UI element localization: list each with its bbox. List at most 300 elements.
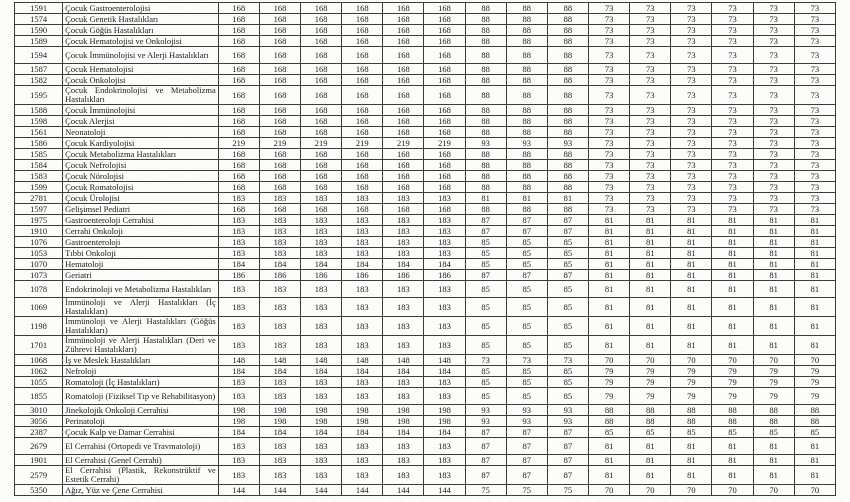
quota-value-cell: 85 [465,317,506,336]
quota-value-cell: 183 [342,455,383,466]
quota-value-cell: 81 [712,270,753,281]
quota-value-cell: 183 [383,193,424,204]
quota-value-cell: 81 [589,270,630,281]
quota-value-cell: 81 [671,259,712,270]
quota-value-cell: 73 [671,182,712,193]
quota-value-cell: 85 [547,377,588,388]
specialty-name-cell: Tıbbi Onkoloji [63,248,219,259]
quota-value-cell: 88 [712,405,753,416]
quota-value-cell: 184 [383,259,424,270]
table-row [15,75,836,86]
quota-value-cell: 168 [259,36,300,47]
specialty-name-cell: İmmünoloji ve Alerji Hastalıkları (Deri ve Zührevi Hastalıkları) [63,336,219,355]
quota-value-cell: 183 [342,281,383,298]
quota-value-cell: 183 [424,317,465,336]
quota-value-cell: 219 [383,138,424,149]
quota-value-cell: 85 [506,366,547,377]
quota-value-cell: 168 [342,86,383,105]
specialty-name-cell: Çocuk Endokrinolojisi ve Metabolizma Hastalıkları [63,86,219,105]
quota-value-cell: 73 [794,116,835,127]
quota-value-cell: 183 [259,336,300,355]
quota-value-cell: 81 [630,215,671,226]
quota-value-cell: 73 [630,86,671,105]
quota-value-cell: 198 [342,405,383,416]
specialty-code-cell: 5350 [15,485,63,496]
quota-value-cell: 88 [547,149,588,160]
quota-value-cell: 73 [630,64,671,75]
specialty-code-cell: 1591 [15,3,63,14]
specialty-name-cell: Çocuk Alerjisi [63,116,219,127]
quota-value-cell: 168 [424,171,465,182]
quota-value-cell: 168 [342,75,383,86]
quota-value-cell: 73 [712,75,753,86]
specialty-code-cell: 1598 [15,116,63,127]
quota-value-cell: 73 [671,138,712,149]
quota-value-cell: 73 [794,127,835,138]
quota-value-cell: 184 [424,366,465,377]
quota-value-cell: 183 [259,438,300,455]
quota-value-cell: 168 [342,3,383,14]
quota-value-cell: 186 [424,270,465,281]
quota-value-cell: 73 [465,355,506,366]
quota-value-cell: 81 [712,298,753,317]
quota-value-cell: 184 [259,259,300,270]
specialty-name-cell: El Cerrahisi (Plastik, Rekonstrüktif ve Estetik Cerrahi) [63,466,219,485]
quota-value-cell: 168 [218,149,259,160]
quota-value-cell: 73 [630,193,671,204]
quota-value-cell: 85 [547,317,588,336]
quota-value-cell: 73 [589,204,630,215]
quota-value-cell: 168 [259,3,300,14]
quota-value-cell: 81 [712,237,753,248]
quota-value-cell: 87 [465,215,506,226]
quota-value-cell: 73 [630,25,671,36]
quota-value-cell: 73 [671,193,712,204]
specialty-code-cell: 2781 [15,193,63,204]
quota-value-cell: 87 [506,455,547,466]
quota-value-cell: 81 [753,259,794,270]
quota-value-cell: 73 [794,86,835,105]
quota-value-cell: 183 [383,237,424,248]
quota-value-cell: 79 [753,377,794,388]
specialty-quota-table [14,2,836,496]
specialty-name-cell: Romatoloji (İç Hastalıkları) [63,377,219,388]
quota-value-cell: 183 [301,281,342,298]
table-row [15,281,836,298]
quota-value-cell: 73 [712,64,753,75]
quota-value-cell: 73 [589,105,630,116]
quota-value-cell: 88 [506,36,547,47]
quota-value-cell: 183 [259,455,300,466]
quota-value-cell: 73 [630,171,671,182]
quota-value-cell: 79 [589,388,630,405]
quota-value-cell: 85 [506,377,547,388]
quota-value-cell: 73 [671,86,712,105]
quota-value-cell: 81 [671,438,712,455]
quota-value-cell: 73 [794,47,835,64]
quota-value-cell: 148 [342,355,383,366]
quota-value-cell: 81 [671,317,712,336]
quota-value-cell: 183 [383,466,424,485]
quota-value-cell: 183 [424,248,465,259]
quota-value-cell: 73 [712,160,753,171]
scanned-page [0,2,850,502]
quota-value-cell: 168 [218,86,259,105]
quota-value-cell: 73 [753,105,794,116]
quota-value-cell: 73 [753,116,794,127]
quota-value-cell: 81 [589,298,630,317]
quota-value-cell: 184 [342,366,383,377]
quota-value-cell: 75 [465,485,506,496]
quota-value-cell: 88 [671,405,712,416]
quota-value-cell: 85 [547,259,588,270]
quota-value-cell: 168 [301,86,342,105]
quota-value-cell: 87 [465,466,506,485]
quota-value-cell: 144 [342,485,383,496]
quota-value-cell: 168 [218,75,259,86]
quota-value-cell: 168 [301,149,342,160]
specialty-code-cell: 2387 [15,427,63,438]
specialty-name-cell: Hematoloji [63,259,219,270]
quota-value-cell: 183 [383,248,424,259]
quota-value-cell: 88 [506,3,547,14]
quota-value-cell: 88 [506,47,547,64]
quota-value-cell: 81 [630,248,671,259]
quota-value-cell: 79 [753,366,794,377]
quota-value-cell: 73 [712,105,753,116]
quota-value-cell: 85 [547,336,588,355]
specialty-code-cell: 1582 [15,75,63,86]
quota-value-cell: 81 [753,281,794,298]
quota-value-cell: 88 [506,116,547,127]
specialty-name-cell: Çocuk Kardiyolojisi [63,138,219,149]
quota-value-cell: 93 [547,416,588,427]
quota-value-cell: 73 [753,14,794,25]
quota-value-cell: 183 [218,248,259,259]
quota-value-cell: 183 [424,215,465,226]
quota-value-cell: 168 [259,204,300,215]
quota-value-cell: 184 [259,366,300,377]
quota-value-cell: 85 [465,259,506,270]
specialty-code-cell: 3056 [15,416,63,427]
quota-value-cell: 183 [383,215,424,226]
table-row [15,149,836,160]
quota-value-cell: 81 [630,259,671,270]
quota-value-cell: 183 [424,455,465,466]
quota-value-cell: 88 [465,160,506,171]
quota-value-cell: 168 [383,36,424,47]
quota-value-cell: 168 [342,116,383,127]
quota-value-cell: 81 [753,270,794,281]
quota-value-cell: 81 [630,298,671,317]
quota-value-cell: 88 [547,47,588,64]
quota-value-cell: 186 [259,270,300,281]
quota-value-cell: 73 [589,171,630,182]
quota-value-cell: 183 [383,388,424,405]
quota-value-cell: 183 [301,388,342,405]
quota-value-cell: 81 [794,226,835,237]
specialty-code-cell: 1053 [15,248,63,259]
quota-value-cell: 88 [753,416,794,427]
quota-value-cell: 73 [753,36,794,47]
quota-value-cell: 73 [753,193,794,204]
quota-value-cell: 73 [671,171,712,182]
quota-value-cell: 183 [218,438,259,455]
quota-value-cell: 93 [465,405,506,416]
specialty-code-cell: 1587 [15,64,63,75]
quota-value-cell: 183 [342,377,383,388]
quota-value-cell: 88 [547,3,588,14]
quota-value-cell: 88 [547,64,588,75]
table-row [15,14,836,25]
quota-value-cell: 184 [218,259,259,270]
specialty-code-cell: 1595 [15,86,63,105]
specialty-name-cell: El Cerrahisi (Genel Cerrahi) [63,455,219,466]
quota-value-cell: 168 [424,86,465,105]
quota-value-cell: 183 [383,317,424,336]
quota-value-cell: 198 [424,405,465,416]
quota-value-cell: 168 [424,204,465,215]
quota-value-cell: 183 [218,377,259,388]
specialty-name-cell: Çocuk Genetik Hastalıkları [63,14,219,25]
table-row [15,105,836,116]
quota-value-cell: 73 [794,149,835,160]
table-row [15,116,836,127]
quota-value-cell: 168 [383,160,424,171]
quota-value-cell: 79 [712,377,753,388]
quota-value-cell: 73 [712,14,753,25]
quota-value-cell: 183 [259,388,300,405]
quota-value-cell: 183 [218,193,259,204]
quota-value-cell: 81 [589,438,630,455]
quota-value-cell: 184 [301,427,342,438]
quota-value-cell: 144 [424,485,465,496]
quota-value-cell: 184 [424,427,465,438]
quota-value-cell: 148 [259,355,300,366]
quota-value-cell: 81 [671,248,712,259]
specialty-name-cell: İmmünoloji ve Alerji Hastalıkları (İç Hastalıkları) [63,298,219,317]
specialty-name-cell: İmmünoloji ve Alerji Hastalıkları (Göğüs Hastalıkları) [63,317,219,336]
quota-value-cell: 81 [712,455,753,466]
quota-value-cell: 168 [218,47,259,64]
quota-value-cell: 73 [630,75,671,86]
quota-value-cell: 73 [753,182,794,193]
quota-value-cell: 168 [342,14,383,25]
quota-value-cell: 81 [506,193,547,204]
quota-value-cell: 81 [630,438,671,455]
quota-value-cell: 73 [506,355,547,366]
quota-value-cell: 168 [301,204,342,215]
quota-value-cell: 81 [794,455,835,466]
quota-value-cell: 88 [465,86,506,105]
specialty-name-cell: Ağız, Yüz ve Çene Cerrahisi [63,485,219,496]
quota-value-cell: 88 [630,416,671,427]
quota-value-cell: 168 [342,160,383,171]
table-row [15,64,836,75]
quota-value-cell: 70 [630,485,671,496]
quota-value-cell: 85 [547,366,588,377]
specialty-code-cell: 1062 [15,366,63,377]
quota-value-cell: 87 [506,427,547,438]
quota-value-cell: 183 [218,466,259,485]
quota-value-cell: 148 [218,355,259,366]
specialty-name-cell: Çocuk Gastroenterolojisi [63,3,219,14]
quota-value-cell: 183 [218,455,259,466]
quota-value-cell: 168 [259,182,300,193]
quota-value-cell: 168 [218,182,259,193]
quota-value-cell: 81 [712,259,753,270]
quota-value-cell: 168 [301,14,342,25]
quota-value-cell: 85 [506,336,547,355]
quota-value-cell: 81 [794,237,835,248]
quota-value-cell: 183 [301,248,342,259]
quota-value-cell: 168 [342,64,383,75]
quota-value-cell: 168 [259,127,300,138]
quota-value-cell: 168 [424,14,465,25]
quota-value-cell: 168 [301,36,342,47]
quota-value-cell: 184 [424,259,465,270]
quota-value-cell: 87 [506,438,547,455]
table-row [15,366,836,377]
quota-value-cell: 73 [712,193,753,204]
quota-value-cell: 81 [712,466,753,485]
specialty-code-cell: 1070 [15,259,63,270]
quota-value-cell: 168 [383,3,424,14]
quota-value-cell: 198 [342,416,383,427]
quota-value-cell: 81 [589,336,630,355]
quota-value-cell: 81 [589,466,630,485]
quota-value-cell: 183 [383,438,424,455]
quota-value-cell: 88 [506,149,547,160]
quota-value-cell: 75 [506,485,547,496]
quota-value-cell: 81 [630,237,671,248]
quota-value-cell: 81 [712,317,753,336]
quota-value-cell: 183 [301,377,342,388]
quota-value-cell: 85 [506,281,547,298]
quota-value-cell: 88 [506,127,547,138]
quota-value-cell: 73 [671,36,712,47]
quota-value-cell: 183 [342,193,383,204]
quota-value-cell: 183 [424,298,465,317]
quota-value-cell: 73 [712,127,753,138]
quota-value-cell: 168 [342,182,383,193]
quota-value-cell: 168 [383,127,424,138]
quota-value-cell: 144 [383,485,424,496]
quota-value-cell: 168 [259,25,300,36]
quota-value-cell: 144 [218,485,259,496]
quota-value-cell: 85 [753,427,794,438]
quota-value-cell: 198 [259,416,300,427]
quota-value-cell: 88 [547,116,588,127]
quota-value-cell: 73 [794,193,835,204]
specialty-code-cell: 1901 [15,455,63,466]
quota-value-cell: 81 [671,455,712,466]
quota-value-cell: 73 [589,138,630,149]
table-row [15,127,836,138]
quota-value-cell: 183 [342,317,383,336]
quota-value-cell: 184 [218,366,259,377]
specialty-code-cell: 1561 [15,127,63,138]
quota-value-cell: 88 [547,36,588,47]
quota-value-cell: 168 [259,149,300,160]
specialty-code-cell: 1078 [15,281,63,298]
quota-value-cell: 183 [301,226,342,237]
quota-value-cell: 184 [383,427,424,438]
quota-value-cell: 88 [547,171,588,182]
quota-value-cell: 73 [753,64,794,75]
quota-value-cell: 93 [465,138,506,149]
quota-value-cell: 81 [630,270,671,281]
table-row [15,427,836,438]
quota-value-cell: 168 [383,204,424,215]
quota-value-cell: 183 [259,226,300,237]
quota-value-cell: 73 [547,355,588,366]
table-row [15,317,836,336]
quota-value-cell: 168 [259,75,300,86]
quota-value-cell: 73 [671,116,712,127]
quota-value-cell: 81 [630,336,671,355]
quota-value-cell: 186 [383,270,424,281]
quota-value-cell: 85 [465,366,506,377]
quota-value-cell: 87 [547,466,588,485]
quota-value-cell: 88 [465,64,506,75]
quota-value-cell: 168 [259,171,300,182]
quota-value-cell: 81 [589,215,630,226]
specialty-code-cell: 1574 [15,14,63,25]
quota-value-cell: 81 [794,317,835,336]
specialty-name-cell: Çocuk Metabolizma Hastalıkları [63,149,219,160]
quota-value-cell: 184 [342,427,383,438]
quota-value-cell: 81 [794,466,835,485]
quota-value-cell: 70 [589,355,630,366]
quota-value-cell: 73 [671,75,712,86]
quota-value-cell: 73 [712,182,753,193]
quota-value-cell: 73 [671,105,712,116]
table-body [15,3,836,496]
quota-value-cell: 183 [218,281,259,298]
quota-value-cell: 88 [547,105,588,116]
quota-value-cell: 81 [630,226,671,237]
quota-value-cell: 183 [218,237,259,248]
table-row [15,3,836,14]
quota-value-cell: 183 [342,388,383,405]
table-row [15,86,836,105]
quota-value-cell: 73 [630,204,671,215]
specialty-name-cell: Gastroenteroloji Cerrahisi [63,215,219,226]
quota-value-cell: 168 [424,149,465,160]
quota-value-cell: 183 [301,193,342,204]
table-row [15,215,836,226]
quota-value-cell: 88 [506,14,547,25]
quota-value-cell: 85 [465,336,506,355]
table-row [15,237,836,248]
quota-value-cell: 81 [589,237,630,248]
specialty-code-cell: 1583 [15,171,63,182]
quota-value-cell: 219 [424,138,465,149]
quota-value-cell: 168 [218,3,259,14]
quota-value-cell: 183 [301,317,342,336]
quota-value-cell: 81 [671,281,712,298]
quota-value-cell: 70 [589,485,630,496]
quota-value-cell: 88 [712,416,753,427]
quota-value-cell: 73 [630,3,671,14]
quota-value-cell: 81 [753,317,794,336]
quota-value-cell: 183 [218,336,259,355]
quota-value-cell: 73 [712,116,753,127]
table-row [15,336,836,355]
quota-value-cell: 148 [301,355,342,366]
specialty-code-cell: 1975 [15,215,63,226]
